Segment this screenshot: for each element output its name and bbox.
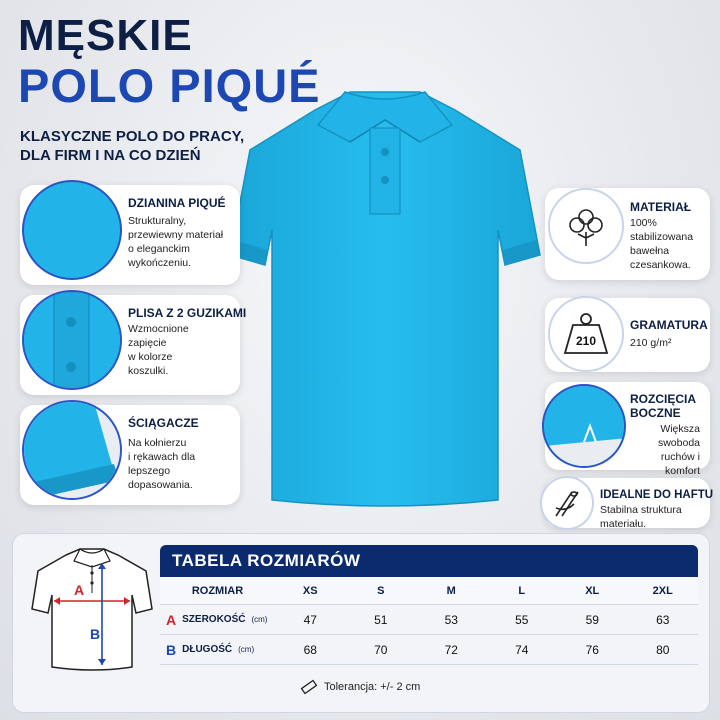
feature-title: DZIANINA PIQUÉ [128, 196, 226, 210]
placket-closeup-image [22, 290, 122, 390]
table-cell: 80 [656, 642, 670, 657]
diagram-label-a: A [74, 582, 85, 598]
feature-line: Wzmocnione [128, 323, 189, 335]
size-header: S [377, 584, 385, 597]
embroidery-needle-icon [540, 476, 594, 530]
feature-line: dopasowania. [128, 479, 193, 491]
feature-text [600, 503, 682, 531]
size-column-header: ROZMIAR [191, 584, 244, 597]
feature-title: MATERIAŁ [630, 200, 692, 214]
row-label [160, 612, 275, 628]
size-table-header-row [160, 577, 698, 605]
feature-text [630, 216, 693, 272]
feature-line: Na kołnierzu [128, 437, 187, 449]
table-row [160, 635, 698, 665]
feature-text [128, 436, 195, 492]
size-table [160, 577, 698, 665]
size-header: XL [585, 584, 600, 597]
feature-line: Większa swoboda [657, 423, 700, 449]
row-letter: A [166, 611, 177, 628]
feature-line: stabilizowana [630, 231, 694, 243]
feature-text [128, 214, 223, 270]
pique-fabric-image [22, 180, 122, 280]
table-cell: 47 [303, 612, 317, 627]
row-unit: (cm) [251, 615, 268, 624]
subtitle [20, 127, 244, 165]
feature-title: ŚCIĄGACZE [128, 416, 199, 430]
row-label-text: SZEROKOŚĆ [182, 614, 246, 625]
feature-line: przewiewny materiał [128, 229, 224, 241]
table-cell: 74 [515, 642, 529, 657]
size-header: 2XL [652, 584, 673, 597]
table-cell: 51 [374, 612, 388, 627]
feature-line: Strukturalny, [128, 215, 187, 227]
table-cell: 53 [444, 612, 458, 627]
weight-icon [548, 296, 624, 372]
feature-title: IDEALNE DO HAFTU [600, 489, 714, 501]
feature-title [630, 392, 696, 420]
feature-text [128, 322, 189, 378]
size-header: XS [302, 584, 318, 597]
size-header: M [446, 584, 456, 597]
feature-title-line: ROZCIĘCIA [630, 392, 696, 406]
tolerance-note [300, 678, 420, 696]
table-row [160, 605, 698, 635]
row-letter: B [166, 641, 177, 658]
subtitle-line-2: DLA FIRM I NA CO DZIEŃ [20, 147, 201, 164]
title-line-1: MĘSKIE [18, 11, 193, 60]
size-table-title: TABELA ROZMIARÓW [160, 545, 698, 577]
cotton-icon [548, 188, 624, 264]
ruler-icon [300, 678, 318, 696]
feature-line: wykończeniu. [128, 257, 192, 269]
feature-line: koszulki. [128, 365, 169, 377]
row-label-text: DŁUGOŚĆ [182, 644, 233, 655]
feature-line: materiału. [600, 518, 647, 530]
sleeve-cuff-icon [24, 402, 122, 500]
row-unit: (cm) [238, 645, 255, 654]
feature-title: PLISA Z 2 GUZIKAMI [128, 306, 247, 320]
feature-line: o eleganckim [128, 243, 190, 255]
table-cell: 70 [374, 642, 388, 657]
polo-shirt-image [220, 80, 550, 510]
ribbing-closeup-image [22, 400, 122, 500]
table-cell: 63 [656, 612, 670, 627]
feature-line: zapięcie [128, 337, 167, 349]
diagram-label-b: B [90, 626, 101, 642]
subtitle-line-1: KLASYCZNE POLO DO PRACY, [20, 128, 245, 145]
placket-buttons-icon [24, 292, 122, 390]
table-cell: 55 [515, 612, 529, 627]
table-cell: 68 [303, 642, 317, 657]
weight-icon-label: 210 [575, 334, 597, 348]
feature-title-line: BOCZNE [630, 406, 681, 420]
feature-line: czesankowa. [630, 259, 691, 271]
title-line-2: POLO PIQUÉ [18, 59, 321, 112]
feature-line: i rękawach dla [128, 451, 196, 463]
table-cell: 59 [585, 612, 599, 627]
size-diagram [28, 545, 156, 675]
table-cell: 72 [444, 642, 458, 657]
tolerance-text: Tolerancja: +/- 2 cm [324, 681, 421, 693]
feature-line: w kolorze [128, 351, 173, 363]
feature-line: Stabilna struktura [600, 504, 682, 516]
feature-line: 100% [630, 217, 657, 229]
feature-title: GRAMATURA [630, 318, 708, 332]
feature-line: lepszego [128, 465, 171, 477]
feature-line: bawełna [630, 245, 670, 257]
feature-text: 210 g/m² [630, 337, 672, 349]
table-cell: 76 [585, 642, 599, 657]
size-header: L [518, 584, 526, 597]
row-label [160, 642, 275, 658]
feature-line: ruchów i komfort [660, 451, 700, 477]
side-slit-icon [542, 384, 626, 468]
